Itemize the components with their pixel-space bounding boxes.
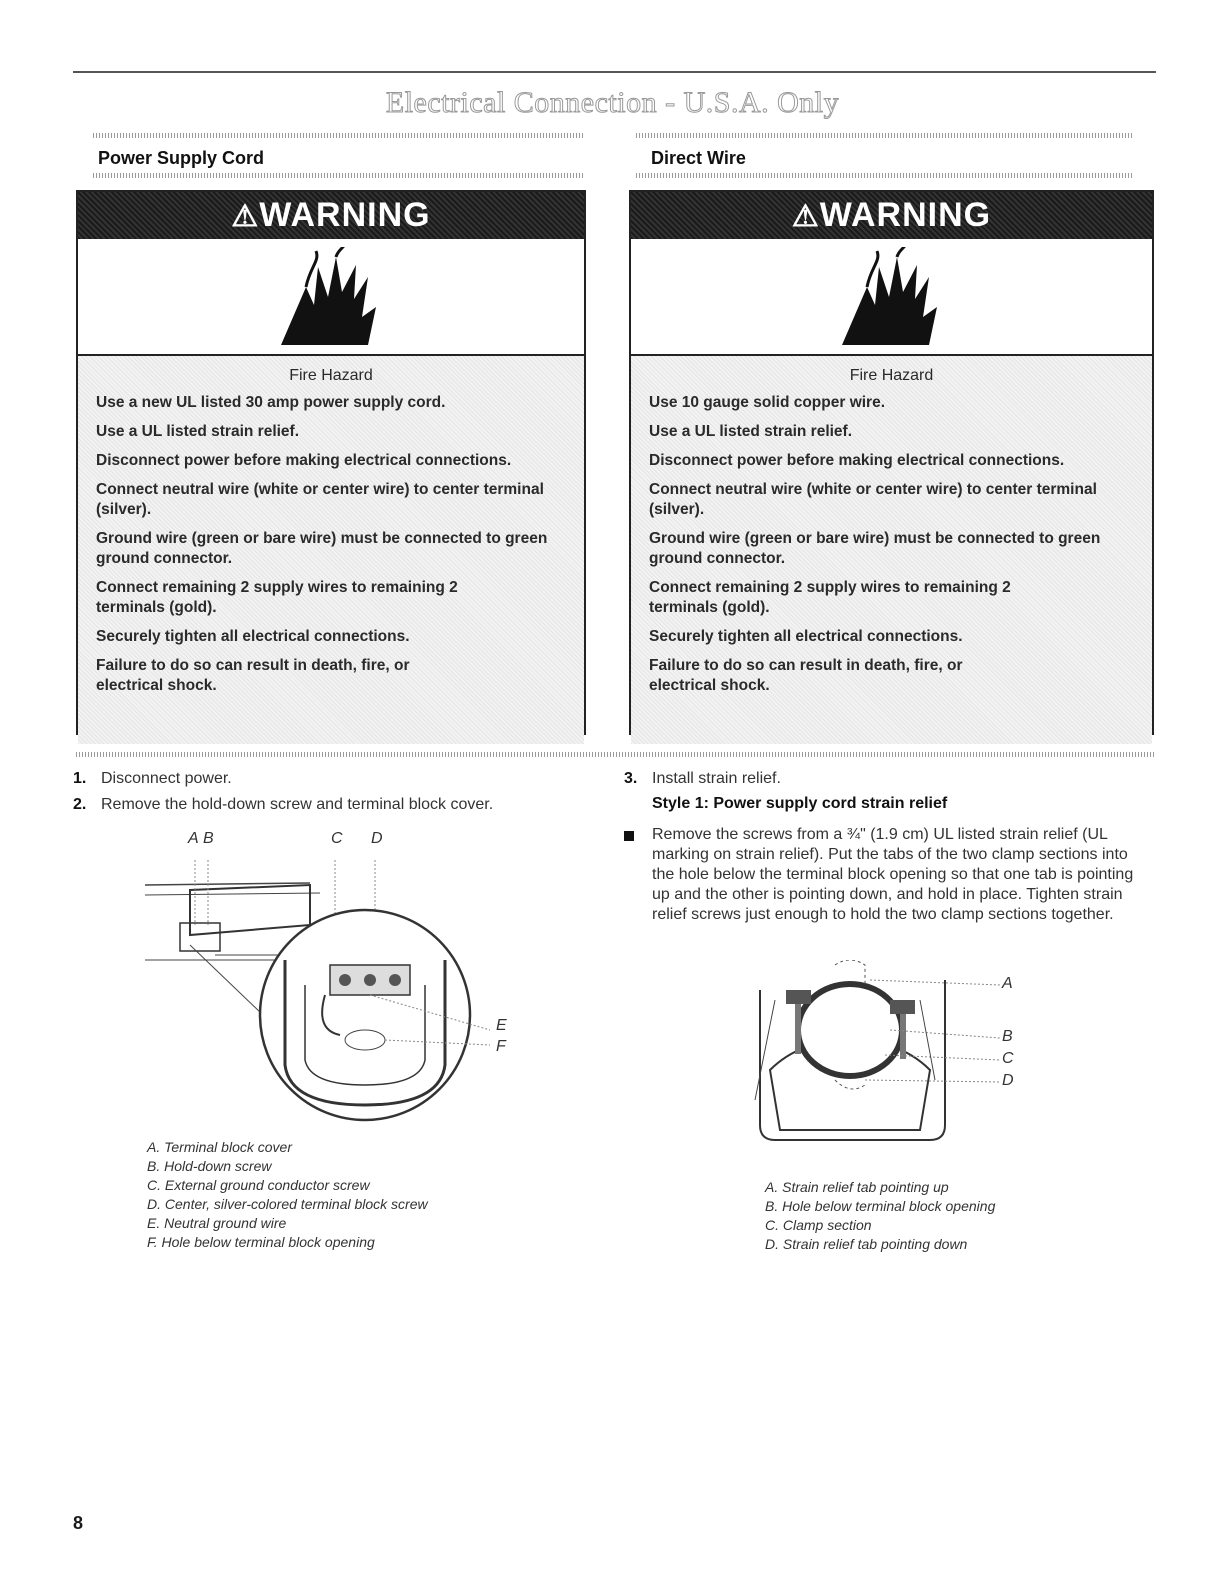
warning-title: Fire Hazard: [289, 367, 373, 384]
warning-line: Disconnect power before making electrical connections.: [649, 452, 1065, 469]
legend-item: F. Hole below terminal block opening: [147, 1234, 375, 1250]
warning-line: Use 10 gauge solid copper wire.: [649, 394, 886, 411]
divider: [76, 752, 1156, 757]
warning-line: Failure to do so can result in death, fire, or electrical shock.: [649, 657, 963, 694]
warning-label: ⚠WARNING: [791, 196, 992, 234]
fire-hazard-icon: [276, 247, 386, 347]
divider: [636, 173, 1134, 178]
warning-triangle-icon: ⚠: [231, 200, 260, 233]
style-heading: Style 1: Power supply cord strain relief: [652, 795, 948, 812]
legend-item: B. Hole below terminal block opening: [765, 1198, 996, 1214]
fire-hazard-icon-area: [631, 239, 1152, 356]
top-rule: [73, 71, 1156, 73]
bullet-text: Remove the screws from a ¾" (1.9 cm) UL listed strain relief (UL marking on strain relief). Put the tabs of the two clamp sections into the hole below the terminal block opening so that one tab is pointing up and the other is pointing down, and hold in place. Tighten strain relief screws just enough to hold the two clamp sections together.: [652, 826, 1134, 923]
diagram-label-e: E: [496, 1017, 507, 1034]
warning-line: Use a new UL listed 30 amp power supply cord.: [96, 394, 446, 411]
divider: [636, 133, 1134, 138]
legend-right: [765, 1178, 995, 1254]
warning-text-left: [78, 356, 584, 744]
warning-line: Connect remaining 2 supply wires to remaining 2 terminals (gold).: [96, 579, 458, 616]
diagram-label-b: B: [203, 830, 214, 847]
section-heading-power-supply-cord: Power Supply Cord: [98, 148, 265, 168]
legend-item: C. Clamp section: [765, 1217, 872, 1233]
warning-line: Ground wire (green or bare wire) must be connected to green ground connector.: [96, 530, 548, 567]
bullet-icon: [624, 831, 634, 841]
warning-box-left: [76, 190, 586, 735]
warning-line: Securely tighten all electrical connections.: [649, 628, 963, 645]
warning-banner: [631, 192, 1152, 239]
fire-hazard-icon-area: [78, 239, 584, 356]
warning-label: ⚠WARNING: [231, 196, 431, 234]
divider: [93, 133, 584, 138]
terminal-block-diagram: [130, 835, 550, 1145]
step-2: 2. Remove the hold-down screw and terminal block cover.: [73, 796, 494, 813]
warning-banner: [78, 192, 584, 239]
warning-line: Connect neutral wire (white or center wire) to center terminal (silver).: [96, 481, 544, 518]
section-heading-direct-wire: Direct Wire: [651, 148, 746, 168]
warning-triangle-icon: ⚠: [791, 200, 820, 233]
divider: [93, 173, 584, 178]
warning-line: Securely tighten all electrical connections.: [96, 628, 410, 645]
legend-item: C. External ground conductor screw: [147, 1177, 370, 1193]
legend-item: A. Terminal block cover: [147, 1139, 292, 1155]
diagram-label-f: F: [496, 1038, 506, 1055]
warning-line: Use a UL listed strain relief.: [96, 423, 300, 440]
warning-line: Connect remaining 2 supply wires to remaining 2 terminals (gold).: [649, 579, 1011, 616]
diagram-label-d: D: [371, 830, 383, 847]
page-title: Electrical Connection - U.S.A. Only: [385, 86, 840, 119]
step-3: 3. Install strain relief.: [624, 770, 781, 787]
legend-item: A. Strain relief tab pointing up: [765, 1179, 949, 1195]
diagram-label-d: D: [1002, 1072, 1014, 1089]
legend-item: D. Strain relief tab pointing down: [765, 1236, 968, 1252]
page-number: 8: [73, 1513, 84, 1533]
warning-line: Failure to do so can result in death, fire, or electrical shock.: [96, 657, 410, 694]
warning-line: Disconnect power before making electrical connections.: [96, 452, 512, 469]
legend-item: E. Neutral ground wire: [147, 1215, 287, 1231]
warning-line: Connect neutral wire (white or center wire) to center terminal (silver).: [649, 481, 1097, 518]
diagram-label-a: A: [1002, 975, 1013, 992]
step-1: 1. Disconnect power.: [73, 770, 232, 787]
legend-item: B. Hold-down screw: [147, 1158, 272, 1174]
strain-relief-diagram: [740, 960, 1030, 1155]
warning-line: Use a UL listed strain relief.: [649, 423, 853, 440]
warning-line: Ground wire (green or bare wire) must be connected to green ground connector.: [649, 530, 1101, 567]
legend-left: [147, 1138, 428, 1252]
fire-hazard-icon: [837, 247, 947, 347]
legend-item: D. Center, silver-colored terminal block screw: [147, 1196, 428, 1212]
warning-box-right: [629, 190, 1154, 735]
diagram-label-c: C: [1002, 1050, 1014, 1067]
diagram-label-c: C: [331, 830, 343, 847]
warning-title: Fire Hazard: [849, 367, 934, 384]
warning-text-right: [631, 356, 1152, 744]
diagram-label-a: A: [188, 830, 199, 847]
diagram-label-b: B: [1002, 1028, 1013, 1045]
